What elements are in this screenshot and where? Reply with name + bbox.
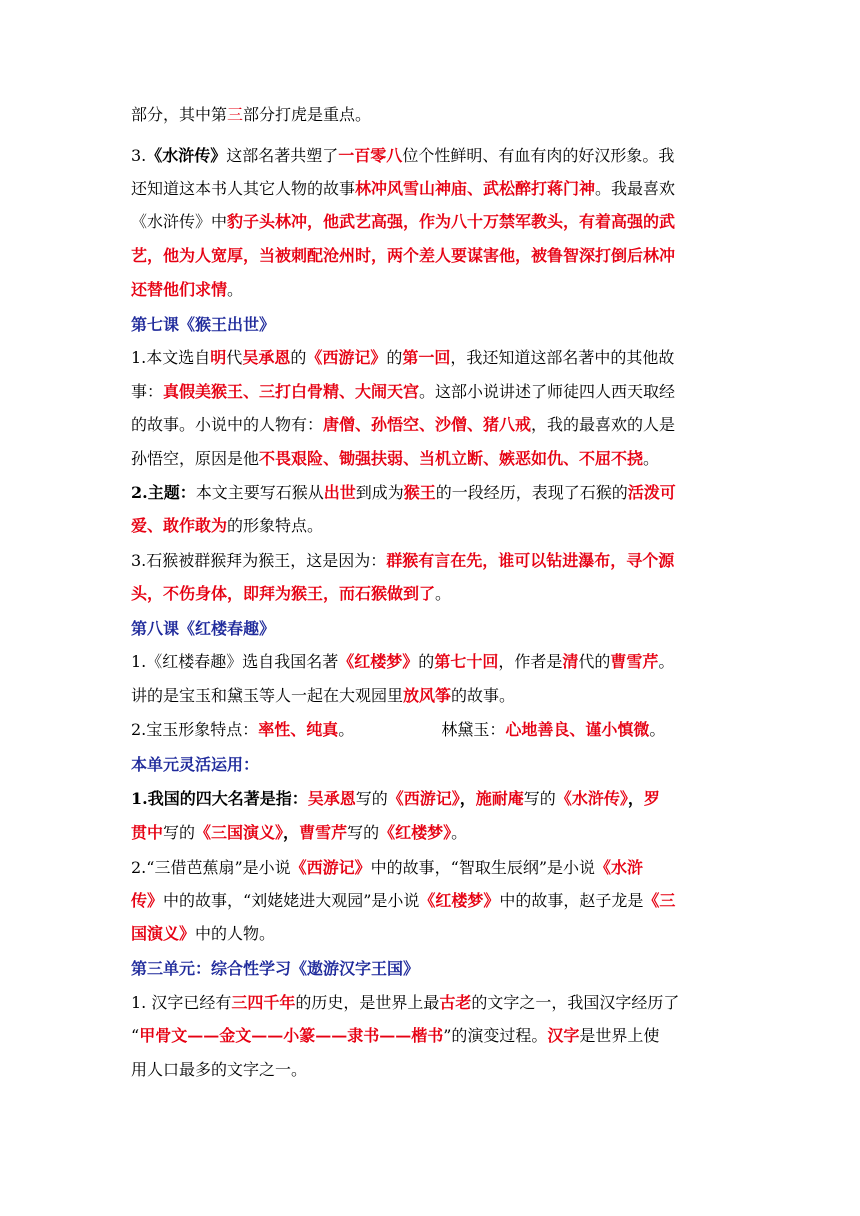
- text-run: 。: [435, 584, 452, 603]
- text-run: 位个性鲜明、有血有肉的好汉形象。我: [402, 146, 675, 165]
- text-run: 1.本文选自: [131, 348, 211, 367]
- text-line: [131, 280, 751, 300]
- text-line: [131, 315, 751, 335]
- text-run: 。: [227, 280, 244, 299]
- text-run: 放风筝: [403, 686, 452, 705]
- text-run: 罗: [643, 789, 660, 808]
- text-run: 猴王: [403, 483, 436, 502]
- text-run: 传》: [131, 891, 164, 910]
- text-run: 的文字之一，我国汉字经历了: [471, 993, 680, 1012]
- text-run: 《水浒: [595, 858, 644, 877]
- text-run: 中的人物。: [195, 924, 276, 943]
- text-run: 《三国演义》: [195, 823, 284, 842]
- text-run: 贯中: [131, 823, 164, 842]
- text-line: [131, 993, 751, 1013]
- text-run: 写的: [523, 789, 556, 808]
- text-run: 的: [386, 348, 403, 367]
- text-run: 的形象特点。: [227, 516, 324, 535]
- text-run: 代: [226, 348, 243, 367]
- text-run: 豹子头林冲，他武艺高强，作为八十万禁军教头，有着高强的武: [227, 212, 676, 231]
- text-run: 吴承恩: [242, 348, 291, 367]
- text-run: 。这部小说讲述了师徒四人西天取经: [419, 382, 676, 401]
- text-run: 《西游记》: [290, 858, 371, 877]
- text-line: [131, 858, 751, 878]
- text-run: 这部名著共塑了: [226, 146, 339, 165]
- text-line: [131, 891, 751, 911]
- text-run: 还替他们求情: [131, 280, 228, 299]
- text-run: ，我还知道这部名著中的其他故: [450, 348, 675, 367]
- text-run: 第七十回: [434, 652, 499, 671]
- text-run: 第七课《猴王出世》: [131, 315, 276, 334]
- text-run: 国演义》: [131, 924, 196, 943]
- text-run: 是世界上使: [579, 1026, 660, 1045]
- text-run: 1.《红楼春趣》选自我国名著: [131, 652, 339, 671]
- text-run: 。: [643, 449, 660, 468]
- text-run: 。: [338, 720, 355, 739]
- text-run: ，: [627, 789, 644, 808]
- text-run: 2.主题：: [131, 483, 196, 502]
- text-run: 的: [418, 652, 435, 671]
- text-run: 的历史，是世界上最: [295, 993, 440, 1012]
- text-run: 《红楼梦》: [338, 652, 419, 671]
- text-run: 三: [227, 105, 244, 124]
- text-run: ，我的最喜欢的人是: [531, 415, 676, 434]
- text-run: 还知道这本书人其它人物的故事: [131, 179, 356, 198]
- text-run: 施耐庵: [475, 789, 524, 808]
- text-run: 的: [290, 348, 307, 367]
- text-run: 《三: [643, 891, 676, 910]
- text-run: 的故事。小说中的人物有：: [131, 415, 324, 434]
- text-run: 中的故事，“刘姥姥进大观园”是小说: [163, 891, 420, 910]
- text-run: 本文主要写石猴从: [195, 483, 324, 502]
- text-run: 事：: [131, 382, 164, 401]
- text-run: 写的: [347, 823, 380, 842]
- text-run: 一百零八: [338, 146, 403, 165]
- text-line: [131, 348, 751, 368]
- text-line: [131, 212, 751, 232]
- text-run: 孙悟空，原因是他: [131, 449, 260, 468]
- text-run: “: [131, 1026, 140, 1045]
- text-run: 《红楼梦》: [379, 823, 452, 842]
- text-run: 真假美猴王、三打白骨精、大闹天宫: [163, 382, 420, 401]
- text-line: [131, 179, 751, 199]
- text-run: 部分打虎是重点。: [243, 105, 372, 124]
- text-run: 曹雪芹: [610, 652, 659, 671]
- text-run: 清: [562, 652, 579, 671]
- text-line: [131, 551, 751, 571]
- text-run: ，作者是: [498, 652, 563, 671]
- text-run: 。: [451, 823, 468, 842]
- text-run: 中的故事，“智取生辰纲”是小说: [370, 858, 596, 877]
- text-run: 《西游记》: [306, 348, 387, 367]
- text-run: 本单元灵活运用：: [131, 755, 260, 774]
- text-line: [131, 652, 751, 672]
- text-run: 活泼可: [627, 483, 676, 502]
- text-line: [131, 483, 751, 503]
- text-run: 的故事。: [451, 686, 516, 705]
- text-run: 出世: [323, 483, 356, 502]
- text-run: 不畏艰险、锄强扶弱、当机立断、嫉恶如仇、不屈不挠: [259, 449, 644, 468]
- text-run: 第八课《红楼春趣》: [131, 619, 276, 638]
- text-run: 《水浒传》: [555, 789, 628, 808]
- text-run: 写的: [163, 823, 196, 842]
- text-run: ”的演变过程。: [443, 1026, 548, 1045]
- text-run: 代的: [578, 652, 611, 671]
- text-line: [131, 755, 751, 775]
- text-run: 3.: [131, 146, 147, 165]
- text-run: 《西游记》: [387, 789, 460, 808]
- text-run: 的一段经历，表现了石猴的: [435, 483, 628, 502]
- text-run: 部分，其中第: [131, 105, 228, 124]
- text-line: [131, 789, 751, 809]
- text-run: 曹雪芹: [299, 823, 348, 842]
- text-run: 《红楼梦》: [419, 891, 500, 910]
- text-line: [131, 619, 751, 639]
- text-run: 心地善良、谨小慎微: [505, 720, 650, 739]
- text-run: ，: [459, 789, 476, 808]
- text-run: 。: [649, 720, 666, 739]
- text-run: 讲的是宝玉和黛玉等人一起在大观园里: [131, 686, 404, 705]
- text-line: [131, 415, 751, 435]
- text-line: [131, 146, 751, 166]
- text-line: [131, 720, 751, 740]
- text-run: 汉字: [547, 1026, 580, 1045]
- text-run: 艺，他为人宽厚，当被刺配沧州时，两个差人要谋害他，被鲁智深打倒后林冲: [131, 246, 676, 265]
- text-run: 《水浒传》: [146, 146, 227, 165]
- text-run: 。我最喜欢: [595, 179, 676, 198]
- text-run: 中的故事，赵子龙是: [499, 891, 644, 910]
- text-run: 林黛玉：: [441, 720, 506, 739]
- text-run: 2.“三借芭蕉扇”是小说: [131, 858, 291, 877]
- text-run: 三四千年: [231, 993, 296, 1012]
- text-line: [131, 449, 751, 469]
- text-run: 1. 汉字已经有: [131, 993, 232, 1012]
- text-run: 3.石猴被群猴拜为猴王，这是因为：: [131, 551, 387, 570]
- text-run: 率性、纯真: [258, 720, 339, 739]
- text-line: [131, 1060, 751, 1080]
- text-run: 爱、敢作敢为: [131, 516, 228, 535]
- text-run: 头，不伤身体，即拜为猴王，而石猴做到了: [131, 584, 436, 603]
- text-run: 到成为: [355, 483, 404, 502]
- text-line: [131, 959, 751, 979]
- text-run: 古老: [439, 993, 472, 1012]
- text-run: ，: [283, 823, 300, 842]
- text-line: [131, 924, 751, 944]
- text-line: [131, 823, 751, 843]
- text-run: 第三单元：综合性学习《遨游汉字王国》: [131, 959, 420, 978]
- text-run: 写的: [355, 789, 388, 808]
- text-run: 2.宝玉形象特点：: [131, 720, 259, 739]
- text-run: 。: [658, 652, 675, 671]
- text-run: 《水浒传》中: [131, 212, 228, 231]
- text-run: 明: [210, 348, 227, 367]
- text-line: [131, 382, 751, 402]
- text-run: 林冲风雪山神庙、武松醉打蒋门神: [355, 179, 596, 198]
- text-run: 第一回: [402, 348, 451, 367]
- text-run: 1.我国的四大名著是指：: [131, 789, 308, 808]
- text-line: [131, 105, 751, 125]
- text-line: [131, 686, 751, 706]
- text-run: 群猴有言在先，谁可以钻进瀑布，寻个源: [386, 551, 675, 570]
- text-line: [131, 584, 751, 604]
- text-run: 唐僧、孙悟空、沙僧、猪八戒: [323, 415, 532, 434]
- text-run: 吴承恩: [307, 789, 356, 808]
- text-line: [131, 246, 751, 266]
- text-line: [131, 1026, 751, 1046]
- text-run: 用人口最多的文字之一。: [131, 1060, 308, 1079]
- text-line: [131, 516, 751, 536]
- text-run: 甲骨文——金文——小篆——隶书——楷书: [139, 1026, 444, 1045]
